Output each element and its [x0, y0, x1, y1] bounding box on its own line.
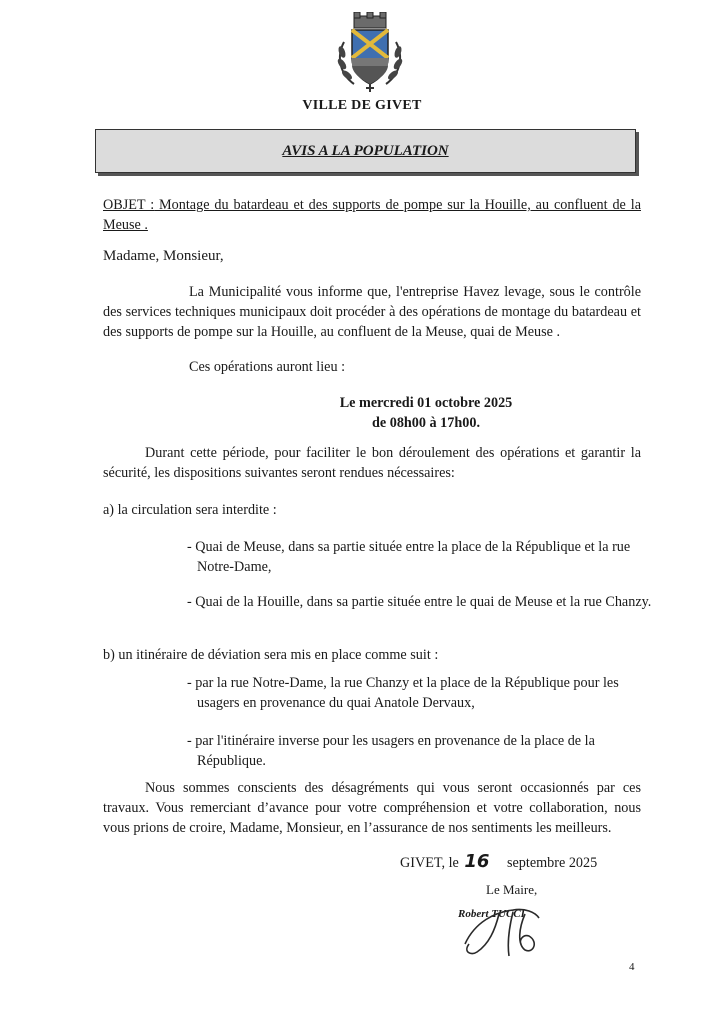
signature-name: Robert TUCCI [458, 908, 525, 920]
section-b-heading: b) un itinéraire de déviation sera mis en place comme suit : [103, 647, 439, 663]
salutation: Madame, Monsieur, [103, 248, 224, 264]
section-b-item: - par l'itinéraire inverse pour les usagers en provenance de la place de la République. [187, 733, 595, 769]
closing-paragraph: Nous sommes conscients des désagréments qui vous seront occasionnés par ces travaux. Vous remerciant d’avance pour votre compréhension et votre collaboration, nous vous prions de croire, Madame, Monsieur, en l’assurance de nos sentiments les meilleurs. [103, 780, 641, 836]
intro-paragraph: La Municipalité vous informe que, l'entreprise Havez levage, sous le contrôle des services techniques municipaux doit procéder à des opérations de montage du batardeau et des supports de pompe sur la Houille, au confluent de la Meuse, quai de Meuse . [103, 284, 641, 340]
section-a-item: - Quai de la Houille, dans sa partie située entre le quai de Meuse et la rue Chanzy. [187, 594, 652, 610]
signature-day: 16 [464, 851, 490, 872]
object-label: OBJET : [103, 197, 155, 213]
lead-text: Ces opérations auront lieu : [189, 359, 346, 375]
city-crest-icon [330, 12, 410, 94]
page-number: 4 [629, 961, 635, 973]
section-a-heading: a) la circulation sera interdite : [103, 502, 277, 518]
schedule-date: Le mercredi 01 octobre 2025 [339, 395, 513, 411]
signature-role: Le Maire, [486, 882, 538, 897]
signature-place: GIVET, le [400, 855, 459, 871]
section-b-item: - par la rue Notre-Dame, la rue Chanzy et la place de la République pour les usagers en provenance du quai Anatole Dervaux, [187, 675, 619, 711]
handwritten-signature-icon [455, 892, 565, 964]
banner-title: AVIS A LA POPULATION [282, 142, 449, 159]
schedule-hours: de 08h00 à 17h00. [372, 415, 480, 431]
object-text: Montage du batardeau et des supports de pompe sur la Houille, au confluent de la Meuse . [103, 197, 641, 233]
signature-month-year: septembre 2025 [506, 855, 598, 871]
during-paragraph: Durant cette période, pour faciliter le bon déroulement des opérations et garantir la sécurité, les dispositions suivantes seront rendues nécessaires: [103, 445, 641, 481]
city-name: VILLE DE GIVET [302, 98, 422, 113]
section-a-item: - Quai de Meuse, dans sa partie située entre la place de la République et la rue Notre-Dame, [187, 539, 631, 575]
notice-banner [95, 129, 636, 173]
object-paragraph [103, 195, 641, 235]
signature-date [400, 852, 597, 873]
